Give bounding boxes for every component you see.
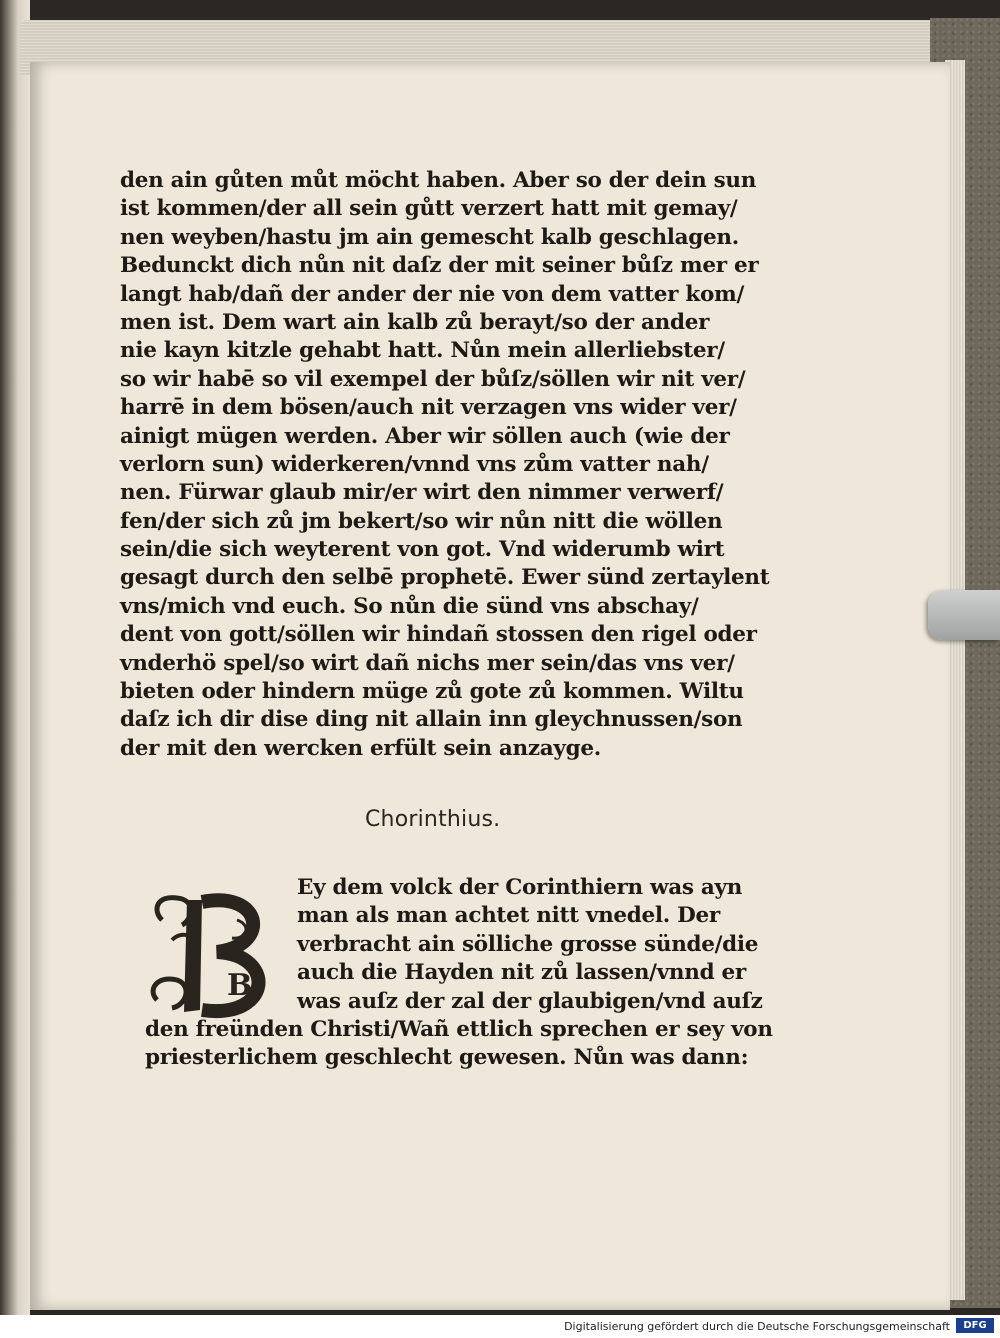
section-heading: Chorinthius. — [365, 807, 501, 832]
text-line: gesagt durch den selbē prophetē. Ewer sünd zertaylent — [120, 565, 770, 591]
funding-notice: Digitalisierung gefördert durch die Deutsche Forschungsgemeinschaft — [564, 1320, 950, 1333]
text-line: der mit den wercken erfült sein anzayge. — [120, 735, 601, 761]
text-line: men ist. Dem wart ain kalb zů berayt/so der ander — [120, 309, 710, 335]
text-line: dent von gott/söllen wir hindañ stossen den rigel oder — [120, 622, 757, 648]
text-line: so wir habē so vil exempel der bůſz/söllen wir nit ver/ — [120, 366, 746, 392]
text-line: den freünden Christi/Wañ ettlich sprechen er sey von — [145, 1017, 773, 1042]
text-line: vns/mich vnd euch. So nůn die sünd vns abschay/ — [120, 593, 699, 619]
dfg-logo: DFG — [956, 1318, 994, 1333]
text-line: auch die Hayden nit zů lassen/vnnd er — [297, 960, 746, 986]
text-line: fen/der sich zů jm bekert/so wir nůn nitt die wöllen — [120, 508, 723, 534]
bookmark-tab — [928, 590, 1000, 640]
text-line: den ain gůten můt möcht haben. Aber so der dein sun — [120, 168, 757, 193]
text-line: vnderhö spel/so wirt dañ nichs mer sein/das vns ver/ — [120, 650, 735, 676]
text-line: daſz ich dir dise ding nit allain inn gleychnussen/son — [120, 707, 743, 733]
initial-letter: B — [227, 968, 253, 1003]
book-page — [30, 62, 950, 1310]
footer-bar — [0, 1315, 1000, 1338]
text-line: bieten oder hindern müge zů gote zů kommen. Wiltu — [120, 679, 744, 705]
text-line: verlorn sun) widerkeren/vnnd vns zům vatter nah/ — [120, 451, 709, 477]
text-line: sein/die sich weyterent von got. Vnd widerumb wirt — [120, 537, 725, 563]
text-line: verbracht ain söllichе grosse sünde/die — [297, 931, 759, 957]
text-line: nen. Fürwar glaub mir/er wirt den nimmer verwerf/ — [120, 480, 724, 506]
text-line: Ey dem volck der Corinthiern was ayn — [297, 875, 743, 900]
text-line: nie kayn kitzle gehabt hatt. Nůn mein allerliebster/ — [120, 338, 725, 364]
decorated-initial-icon — [142, 880, 287, 1030]
text-line: Bedunckt dich nůn nit daſz der mit seiner bůſz mer er — [120, 253, 759, 279]
main-text-block — [120, 167, 770, 763]
text-after-initial — [145, 1016, 773, 1073]
book-binding-edge — [0, 0, 30, 1315]
text-line: ist kommen/der all sein gůtt verzert hatt mit gemay/ — [120, 196, 738, 222]
text-line: priesterlichem geschlecht gewesen. Nůn was dann: — [145, 1045, 749, 1071]
text-beside-initial — [297, 874, 763, 1016]
text-line: harrē in dem bösen/auch nit verzagen vns wider ver/ — [120, 395, 737, 421]
text-line: ainigt mügen werden. Aber wir söllen auch (wie der — [120, 423, 730, 449]
text-line: was auſz der zal der glaubigen/vnd auſz — [297, 988, 763, 1014]
text-line: langt hab/dañ der ander der nie von dem vatter kom/ — [120, 281, 745, 307]
text-line: man als man achtet nitt vnedel. Der — [297, 903, 720, 929]
text-line: nen weyben/hastu jm ain gemescht kalb geschlagen. — [120, 224, 739, 250]
